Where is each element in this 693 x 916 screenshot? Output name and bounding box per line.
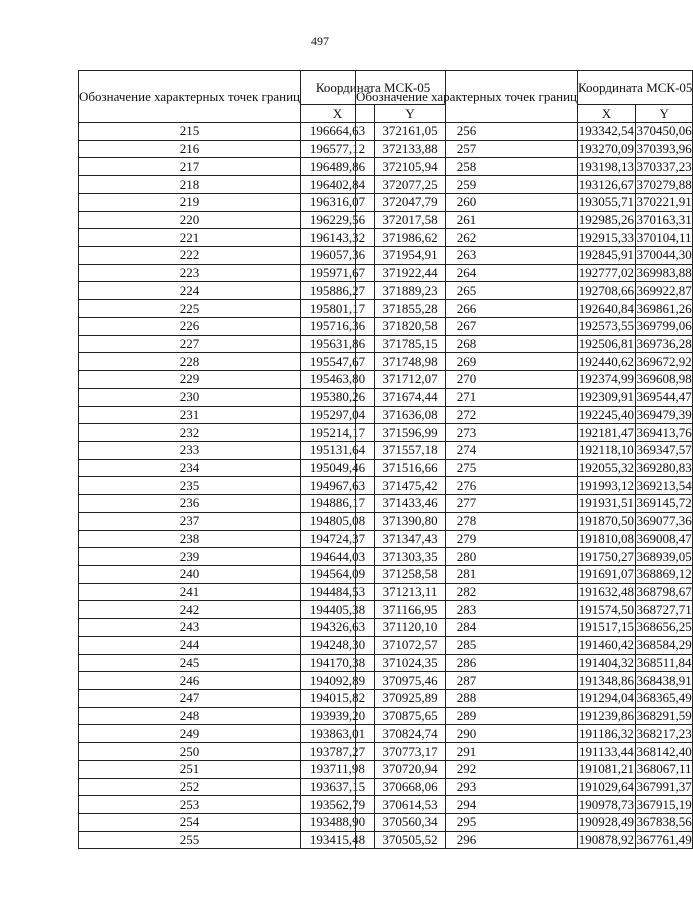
table-row (356, 176, 693, 194)
point-number-cell: 267 (356, 317, 578, 335)
y-coordinate-cell: 371636,08 (375, 406, 446, 424)
x-coordinate-cell: 195971,67 (301, 264, 375, 282)
coordinates-table-right (355, 70, 693, 849)
point-number-cell: 285 (356, 636, 578, 654)
x-coordinate-cell: 195131,64 (301, 441, 375, 459)
x-coordinate-cell: 192374,99 (578, 371, 635, 387)
y-coordinate-cell: 371120,10 (375, 619, 446, 637)
y-coordinate-cell: 370337,23 (636, 158, 692, 174)
x-coordinate-cell: 193787,27 (301, 743, 375, 761)
table-row (356, 335, 693, 353)
point-number-cell: 288 (356, 690, 578, 708)
y-coordinate-cell: 372077,25 (375, 176, 446, 194)
x-coordinate-cell: 193055,71 (578, 194, 635, 210)
x-coordinate-cell: 190978,73 (578, 796, 635, 812)
x-coordinate-cell: 194967,63 (301, 477, 375, 495)
point-number-cell: 238 (79, 530, 301, 548)
point-number-cell: 227 (79, 335, 301, 353)
point-number-cell: 289 (356, 707, 578, 725)
table-row (356, 565, 693, 583)
x-coordinate-cell: 192440,62 (578, 353, 635, 369)
point-number-cell: 292 (356, 760, 578, 778)
point-number-cell: 296 (356, 831, 578, 849)
y-coordinate-cell: 371303,35 (375, 548, 446, 566)
point-number-cell: 226 (79, 317, 301, 335)
x-coordinate-cell: 195716,36 (301, 317, 375, 335)
coordinate-system-header: Координата МСК-05 (578, 71, 693, 105)
point-number-cell: 265 (356, 282, 578, 300)
table-row (356, 424, 693, 442)
y-coordinate-cell: 370505,52 (375, 831, 446, 849)
y-coordinate-cell: 371712,07 (375, 371, 446, 389)
y-coordinate-cell: 370279,88 (636, 176, 692, 192)
x-coordinate-cell: 194564,09 (301, 565, 375, 583)
point-number-cell: 259 (356, 176, 578, 194)
point-number-cell: 287 (356, 672, 578, 690)
x-coordinate-cell: 192845,91 (578, 247, 635, 263)
y-coordinate-cell: 371748,98 (375, 353, 446, 371)
x-coordinate-cell: 195380,26 (301, 388, 375, 406)
y-coordinate-cell: 371674,44 (375, 388, 446, 406)
point-number-cell: 230 (79, 388, 301, 406)
y-column-header: Y (635, 105, 693, 123)
point-number-cell: 268 (356, 335, 578, 353)
y-coordinate-cell: 370773,17 (375, 743, 446, 761)
point-number-cell: 293 (356, 778, 578, 796)
point-number-cell: 239 (79, 548, 301, 566)
x-column-header: X (301, 105, 375, 123)
x-coordinate-cell: 193711,98 (301, 760, 375, 778)
table-row (356, 353, 693, 371)
x-coordinate-cell: 191081,21 (578, 761, 635, 777)
point-number-cell: 219 (79, 193, 301, 211)
point-number-cell: 258 (356, 158, 578, 176)
y-coordinate-cell: 370720,94 (375, 760, 446, 778)
x-coordinate-cell: 191810,08 (578, 530, 635, 546)
x-coordinate-cell: 194805,08 (301, 512, 375, 530)
x-coordinate-cell: 191517,15 (578, 619, 635, 635)
point-number-cell: 228 (79, 353, 301, 371)
point-number-cell: 256 (356, 123, 578, 141)
y-coordinate-cell: 370163,31 (636, 211, 692, 227)
y-coordinate-cell: 372047,79 (375, 193, 446, 211)
point-number-cell: 264 (356, 264, 578, 282)
table-row (356, 193, 693, 211)
point-number-cell: 232 (79, 424, 301, 442)
y-coordinate-cell: 369861,26 (636, 300, 692, 316)
x-coordinate-cell: 196664,63 (301, 123, 375, 141)
point-number-cell: 245 (79, 654, 301, 672)
y-coordinate-cell: 371347,43 (375, 530, 446, 548)
x-coordinate-cell: 191348,86 (578, 672, 635, 688)
coordinate-system-header: Координата МСК-05 (301, 71, 446, 105)
table-row (356, 636, 693, 654)
y-coordinate-cell: 369413,76 (636, 424, 692, 440)
table-row (356, 583, 693, 601)
table-row (356, 743, 693, 761)
y-coordinate-cell: 371258,58 (375, 565, 446, 583)
table-row (356, 140, 693, 158)
x-coordinate-cell: 191931,51 (578, 495, 635, 511)
point-number-cell: 234 (79, 459, 301, 477)
y-coordinate-cell: 369799,06 (636, 318, 692, 334)
x-coordinate-cell: 193863,01 (301, 725, 375, 743)
table-row (356, 707, 693, 725)
point-number-cell: 272 (356, 406, 578, 424)
point-number-cell: 269 (356, 353, 578, 371)
x-coordinate-cell: 194326,63 (301, 619, 375, 637)
table-row (356, 229, 693, 247)
y-coordinate-cell: 368727,71 (636, 601, 692, 617)
point-number-cell: 248 (79, 707, 301, 725)
x-coordinate-cell: 191029,64 (578, 778, 635, 794)
point-number-cell: 224 (79, 282, 301, 300)
y-coordinate-cell: 368365,49 (636, 690, 692, 706)
table-row (356, 211, 693, 229)
point-number-cell: 266 (356, 300, 578, 318)
x-coordinate-cell: 195886,27 (301, 282, 375, 300)
point-number-cell: 278 (356, 512, 578, 530)
table-row (356, 158, 693, 176)
x-column-header: X (578, 105, 636, 123)
x-coordinate-cell: 196143,32 (301, 229, 375, 247)
y-coordinate-cell: 368798,67 (636, 584, 692, 600)
point-number-cell: 254 (79, 814, 301, 832)
point-number-cell: 225 (79, 300, 301, 318)
y-coordinate-cell: 368142,40 (636, 743, 692, 759)
y-coordinate-cell: 371390,80 (375, 512, 446, 530)
x-coordinate-cell: 193126,67 (578, 176, 635, 192)
point-number-cell: 261 (356, 211, 578, 229)
x-coordinate-cell: 195547,67 (301, 353, 375, 371)
x-coordinate-cell: 191632,48 (578, 584, 635, 600)
point-number-cell: 252 (79, 778, 301, 796)
x-coordinate-cell: 192915,33 (578, 229, 635, 245)
y-coordinate-cell: 368869,12 (636, 566, 692, 582)
x-coordinate-cell: 194886,17 (301, 495, 375, 513)
point-number-cell: 284 (356, 619, 578, 637)
table-row (356, 725, 693, 743)
table-row (356, 495, 693, 513)
point-number-cell: 220 (79, 211, 301, 229)
table-row (356, 690, 693, 708)
point-number-cell: 215 (79, 123, 301, 141)
y-coordinate-cell: 368656,25 (636, 619, 692, 635)
point-number-cell: 242 (79, 601, 301, 619)
x-coordinate-cell: 190878,92 (578, 832, 635, 848)
y-coordinate-cell: 371213,11 (375, 583, 446, 601)
point-number-cell: 274 (356, 441, 578, 459)
y-coordinate-cell: 368438,91 (636, 672, 692, 688)
point-number-cell: 282 (356, 583, 578, 601)
x-coordinate-cell: 194644,03 (301, 548, 375, 566)
point-number-cell: 276 (356, 477, 578, 495)
point-number-cell: 246 (79, 672, 301, 690)
y-coordinate-cell: 371433,46 (375, 495, 446, 513)
y-coordinate-cell: 371922,44 (375, 264, 446, 282)
table-row (356, 530, 693, 548)
point-number-cell: 263 (356, 247, 578, 265)
points-column-header: Обозначение характерных точек границ (356, 71, 578, 123)
y-coordinate-cell: 370104,11 (636, 229, 692, 245)
y-coordinate-cell: 367838,56 (636, 814, 692, 830)
point-number-cell: 271 (356, 388, 578, 406)
x-coordinate-cell: 192573,55 (578, 318, 635, 334)
y-coordinate-cell: 369145,72 (636, 495, 692, 511)
x-coordinate-cell: 195631,86 (301, 335, 375, 353)
point-number-cell: 247 (79, 690, 301, 708)
x-coordinate-cell: 194092,89 (301, 672, 375, 690)
point-number-cell: 277 (356, 495, 578, 513)
table-row (356, 796, 693, 814)
x-coordinate-cell: 193939,20 (301, 707, 375, 725)
y-column-header: Y (375, 105, 446, 123)
y-coordinate-cell: 370668,06 (375, 778, 446, 796)
point-number-cell: 222 (79, 247, 301, 265)
x-coordinate-cell: 191870,50 (578, 513, 635, 529)
point-number-cell: 279 (356, 530, 578, 548)
y-coordinate-cell: 369347,57 (636, 442, 692, 458)
point-number-cell: 237 (79, 512, 301, 530)
table-row (356, 388, 693, 406)
point-number-cell: 231 (79, 406, 301, 424)
y-coordinate-cell: 372017,58 (375, 211, 446, 229)
y-coordinate-cell: 370221,91 (636, 194, 692, 210)
y-coordinate-cell: 371954,91 (375, 247, 446, 265)
y-coordinate-cell: 369213,54 (636, 477, 692, 493)
x-coordinate-cell: 193270,09 (578, 141, 635, 157)
point-number-cell: 286 (356, 654, 578, 672)
point-number-cell: 295 (356, 814, 578, 832)
point-number-cell: 223 (79, 264, 301, 282)
x-coordinate-cell: 194015,82 (301, 690, 375, 708)
y-coordinate-cell: 369672,92 (636, 353, 692, 369)
x-coordinate-cell: 196489,86 (301, 158, 375, 176)
table-row (356, 282, 693, 300)
point-number-cell: 241 (79, 583, 301, 601)
table-row (356, 619, 693, 637)
y-coordinate-cell: 368291,59 (636, 708, 692, 724)
point-number-cell: 275 (356, 459, 578, 477)
y-coordinate-cell: 369077,36 (636, 513, 692, 529)
y-coordinate-cell: 367991,37 (636, 778, 692, 794)
point-number-cell: 270 (356, 371, 578, 389)
x-coordinate-cell: 191239,86 (578, 708, 635, 724)
y-coordinate-cell: 371024,35 (375, 654, 446, 672)
point-number-cell: 216 (79, 140, 301, 158)
x-coordinate-cell: 193637,15 (301, 778, 375, 796)
point-number-cell: 233 (79, 441, 301, 459)
y-coordinate-cell: 370875,65 (375, 707, 446, 725)
x-coordinate-cell: 191750,27 (578, 548, 635, 564)
x-coordinate-cell: 190928,49 (578, 814, 635, 830)
table-row (356, 477, 693, 495)
y-coordinate-cell: 367915,19 (636, 796, 692, 812)
table-row (356, 406, 693, 424)
table-row (356, 654, 693, 672)
table-row (356, 814, 693, 832)
y-coordinate-cell: 370450,06 (636, 123, 692, 139)
x-coordinate-cell: 192245,40 (578, 406, 635, 422)
x-coordinate-cell: 191404,32 (578, 654, 635, 670)
x-coordinate-cell: 191574,50 (578, 601, 635, 617)
point-number-cell: 249 (79, 725, 301, 743)
y-coordinate-cell: 371820,58 (375, 317, 446, 335)
point-number-cell: 262 (356, 229, 578, 247)
y-coordinate-cell: 370614,53 (375, 796, 446, 814)
y-coordinate-cell: 367761,49 (636, 832, 692, 848)
table-row (356, 760, 693, 778)
point-number-cell: 257 (356, 140, 578, 158)
point-number-cell: 235 (79, 477, 301, 495)
x-coordinate-cell: 196229,56 (301, 211, 375, 229)
x-coordinate-cell: 192309,91 (578, 389, 635, 405)
y-coordinate-cell: 371557,18 (375, 441, 446, 459)
x-coordinate-cell: 191460,42 (578, 637, 635, 653)
x-coordinate-cell: 192181,47 (578, 424, 635, 440)
x-coordinate-cell: 192118,10 (579, 442, 634, 458)
y-coordinate-cell: 371516,66 (375, 459, 446, 477)
x-coordinate-cell: 192985,26 (578, 211, 635, 227)
y-coordinate-cell: 369008,47 (636, 530, 692, 546)
x-coordinate-cell: 195801,17 (301, 300, 375, 318)
point-number-cell: 290 (356, 725, 578, 743)
x-coordinate-cell: 193562,79 (301, 796, 375, 814)
x-coordinate-cell: 196316,07 (301, 193, 375, 211)
point-number-cell: 255 (79, 831, 301, 849)
x-coordinate-cell: 191294,04 (578, 690, 635, 706)
y-coordinate-cell: 371889,23 (375, 282, 446, 300)
point-number-cell: 243 (79, 619, 301, 637)
x-coordinate-cell: 194248,30 (301, 636, 375, 654)
y-coordinate-cell: 371072,57 (375, 636, 446, 654)
y-coordinate-cell: 371596,99 (375, 424, 446, 442)
table-row (356, 831, 693, 849)
table-row (356, 371, 693, 389)
x-coordinate-cell: 194724,37 (301, 530, 375, 548)
points-column-header: Обозначение характерных точек границ (79, 71, 301, 123)
x-coordinate-cell: 191691,07 (578, 566, 635, 582)
point-number-cell: 244 (79, 636, 301, 654)
y-coordinate-cell: 371785,15 (375, 335, 446, 353)
x-coordinate-cell: 196577,12 (301, 140, 375, 158)
y-coordinate-cell: 370044,30 (636, 247, 692, 263)
point-number-cell: 236 (79, 495, 301, 513)
table-row (356, 672, 693, 690)
table-row (356, 123, 693, 141)
x-coordinate-cell: 193415,48 (301, 831, 375, 849)
x-coordinate-cell: 192055,32 (578, 460, 635, 476)
y-coordinate-cell: 368217,23 (636, 725, 692, 741)
x-coordinate-cell: 191186,32 (579, 725, 634, 741)
point-number-cell: 217 (79, 158, 301, 176)
table-row (356, 317, 693, 335)
point-number-cell: 229 (79, 371, 301, 389)
point-number-cell: 280 (356, 548, 578, 566)
x-coordinate-cell: 192506,81 (578, 335, 635, 351)
table-row (356, 300, 693, 318)
table-row (356, 548, 693, 566)
x-coordinate-cell: 195463,80 (301, 371, 375, 389)
point-number-cell: 218 (79, 176, 301, 194)
point-number-cell: 250 (79, 743, 301, 761)
point-number-cell: 253 (79, 796, 301, 814)
x-coordinate-cell: 192708,66 (578, 282, 635, 298)
point-number-cell: 291 (356, 743, 578, 761)
point-number-cell: 221 (79, 229, 301, 247)
y-coordinate-cell: 368939,05 (636, 548, 692, 564)
x-coordinate-cell: 192640,84 (578, 300, 635, 316)
point-number-cell: 281 (356, 565, 578, 583)
x-coordinate-cell: 193488,90 (301, 814, 375, 832)
y-coordinate-cell: 370560,34 (375, 814, 446, 832)
x-coordinate-cell: 194170,38 (301, 654, 375, 672)
y-coordinate-cell: 370824,74 (375, 725, 446, 743)
y-coordinate-cell: 372161,05 (375, 123, 446, 141)
table-row (356, 459, 693, 477)
x-coordinate-cell: 191133,44 (579, 743, 634, 759)
y-coordinate-cell: 370975,46 (375, 672, 446, 690)
y-coordinate-cell: 372133,88 (375, 140, 446, 158)
x-coordinate-cell: 194484,53 (301, 583, 375, 601)
point-number-cell: 251 (79, 760, 301, 778)
point-number-cell: 240 (79, 565, 301, 583)
x-coordinate-cell: 193198,13 (578, 158, 635, 174)
y-coordinate-cell: 369479,39 (636, 406, 692, 422)
table-row (356, 441, 693, 459)
y-coordinate-cell: 369736,28 (636, 335, 692, 351)
y-coordinate-cell: 370925,89 (375, 690, 446, 708)
point-number-cell: 260 (356, 193, 578, 211)
table-row (356, 778, 693, 796)
x-coordinate-cell: 196057,36 (301, 247, 375, 265)
y-coordinate-cell: 368067,11 (636, 761, 692, 777)
y-coordinate-cell: 371475,42 (375, 477, 446, 495)
table-row (356, 264, 693, 282)
x-coordinate-cell: 195049,46 (301, 459, 375, 477)
y-coordinate-cell: 371166,95 (375, 601, 446, 619)
x-coordinate-cell: 191993,12 (578, 477, 635, 493)
x-coordinate-cell: 193342,54 (578, 123, 635, 139)
y-coordinate-cell: 369608,98 (636, 371, 692, 387)
y-coordinate-cell: 369280,83 (636, 460, 692, 476)
point-number-cell: 283 (356, 601, 578, 619)
y-coordinate-cell: 369544,47 (636, 389, 692, 405)
x-coordinate-cell: 195214,17 (301, 424, 375, 442)
x-coordinate-cell: 195297,04 (301, 406, 375, 424)
y-coordinate-cell: 369983,88 (636, 265, 692, 281)
point-number-cell: 294 (356, 796, 578, 814)
x-coordinate-cell: 192777,02 (578, 265, 635, 281)
table-row (356, 601, 693, 619)
y-coordinate-cell: 370393,96 (636, 141, 692, 157)
point-number-cell: 273 (356, 424, 578, 442)
y-coordinate-cell: 371986,62 (375, 229, 446, 247)
y-coordinate-cell: 372105,94 (375, 158, 446, 176)
y-coordinate-cell: 368584,29 (636, 637, 692, 653)
y-coordinate-cell: 371855,28 (375, 300, 446, 318)
x-coordinate-cell: 196402,84 (301, 176, 375, 194)
x-coordinate-cell: 194405,38 (301, 601, 375, 619)
y-coordinate-cell: 369922,87 (636, 282, 692, 298)
y-coordinate-cell: 368511,84 (636, 654, 692, 670)
page-number: 497 (311, 34, 329, 48)
table-row (356, 512, 693, 530)
table-row (356, 247, 693, 265)
